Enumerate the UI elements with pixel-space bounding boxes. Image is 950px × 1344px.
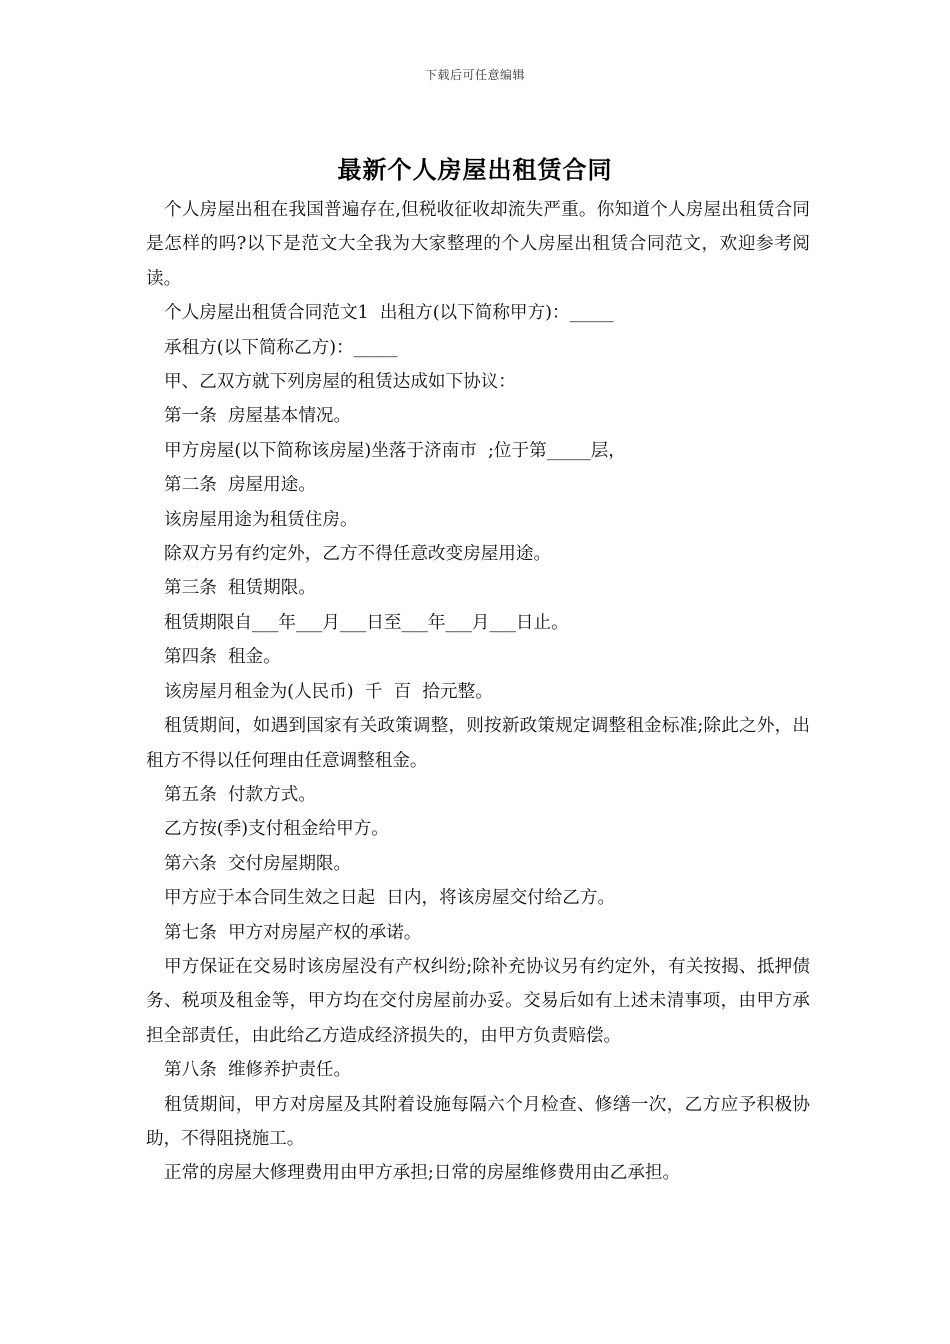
- article-2-heading: 第二条 房屋用途。: [164, 475, 316, 496]
- article-5-text: 乙方按(季)支付租金给甲方。: [164, 819, 389, 840]
- paragraph-agreement: 甲、乙双方就下列房屋的租赁达成如下协议：: [164, 372, 516, 393]
- paragraph-intro: 个人房屋出租在我国普遍存在,但税收征收却流失严重。你知道个人房屋出租赁合同是怎样的吗?以下是范文大全我为大家整理的个人房屋出租赁合同范文，欢迎参考阅读。: [146, 200, 810, 289]
- article-1-text: 甲方房屋(以下简称该房屋)坐落于济南市 ;位于第_____层，: [164, 440, 626, 461]
- document-body: [146, 193, 810, 1191]
- paragraph-lessee: 承租方(以下简称乙方)：_____: [164, 337, 398, 358]
- paragraph-lessor: 个人房屋出租赁合同范文1 出租方(以下简称甲方)：_____: [164, 303, 614, 324]
- article-6-text: 甲方应于本合同生效之日起 日内，将该房屋交付给乙方。: [164, 888, 616, 909]
- page-header-note: 下载后可任意编辑: [424, 68, 525, 82]
- article-2-text-2: 除双方另有约定外，乙方不得任意改变房屋用途。: [164, 544, 552, 565]
- article-4-heading: 第四条 租金。: [164, 647, 281, 668]
- article-7-text: 甲方保证在交易时该房屋没有产权纠纷;除补充协议另有约定外，有关按揭、抵押债务、税项及租金等，甲方均在交付房屋前办妥。交易后如有上述未清事项，由甲方承担全部责任，由此给乙方造成经济损失的，由甲方负责赔偿。: [146, 956, 810, 1046]
- article-8-text-2: 正常的房屋大修理费用由甲方承担;日常的房屋维修费用由乙承担。: [164, 1163, 681, 1184]
- article-3-text: 租赁期限自___年___月___日至___年___月___日止。: [164, 612, 569, 633]
- document-title: 最新个人房屋出租赁合同: [337, 155, 613, 184]
- article-8-heading: 第八条 维修养护责任。: [164, 1060, 352, 1081]
- article-6-heading: 第六条 交付房屋期限。: [164, 853, 352, 874]
- article-1-heading: 第一条 房屋基本情况。: [164, 406, 352, 427]
- article-3-heading: 第三条 租赁期限。: [164, 578, 316, 599]
- article-8-text-1: 租赁期间，甲方对房屋及其附着设施每隔六个月检查、修缮一次，乙方应予积极协助，不得阻挠施工。: [146, 1094, 810, 1149]
- article-7-heading: 第七条 甲方对房屋产权的承诺。: [164, 922, 422, 943]
- article-2-text-1: 该房屋用途为租赁住房。: [164, 509, 358, 530]
- article-5-heading: 第五条 付款方式。: [164, 784, 316, 805]
- article-4-text-2: 租赁期间，如遇到国家有关政策调整，则按新政策规定调整租金标准;除此之外，出租方不得以任何理由任意调整租金。: [146, 716, 810, 771]
- article-4-text-1: 该房屋月租金为(人民币) 千 百 拾元整。: [164, 681, 493, 702]
